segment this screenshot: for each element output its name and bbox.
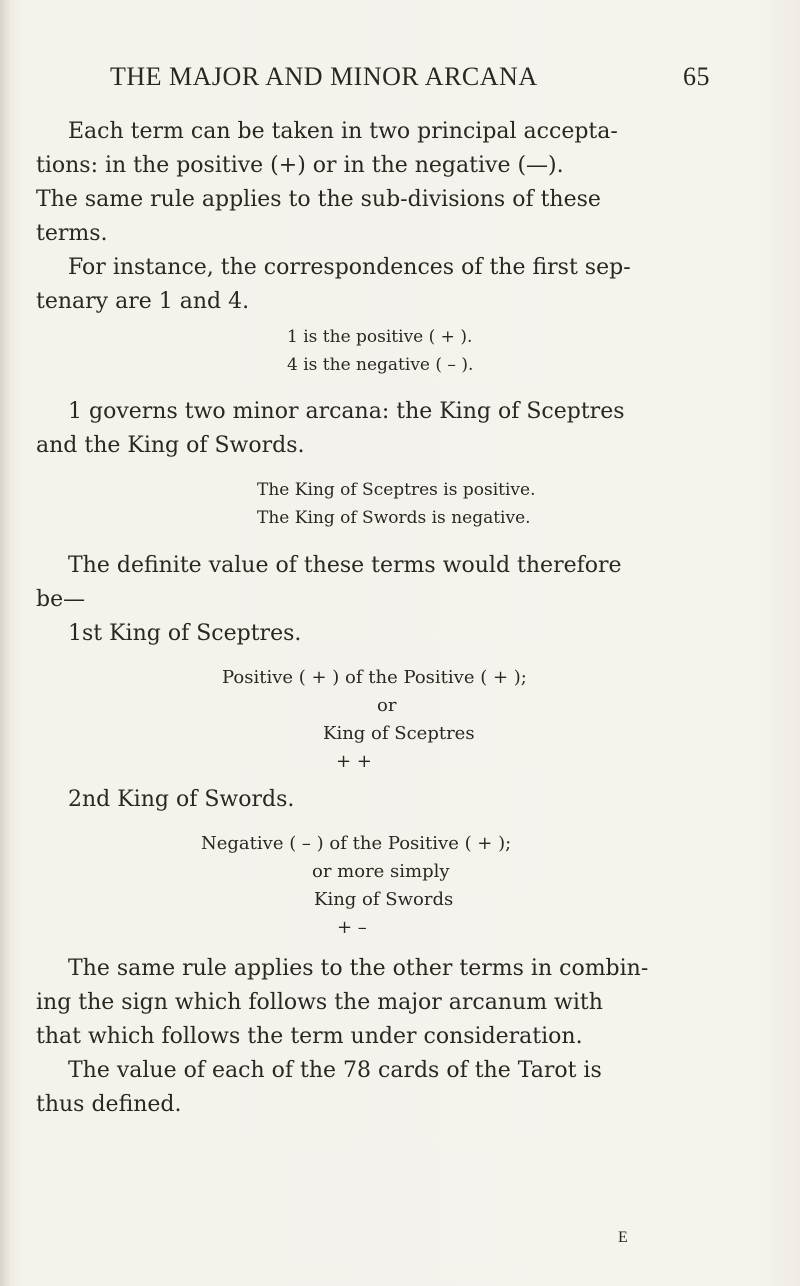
text-line: For instance, the correspondences of the first sep- (68, 255, 631, 280)
text-line: The definite value of these terms would therefore (68, 553, 622, 578)
text-line: be— (36, 587, 86, 612)
text-line: that which follows the term under consideration. (36, 1024, 583, 1049)
text-line: The King of Sceptres is positive. (257, 480, 536, 500)
text-line: Negative ( – ) of the Positive ( + ); (201, 833, 512, 854)
text-line: and the King of Swords. (36, 433, 305, 458)
running-title: THE MAJOR AND MINOR ARCANA (110, 62, 538, 91)
text-line: thus defined. (36, 1092, 182, 1117)
text-line: The King of Swords is negative. (257, 508, 531, 528)
running-header (110, 62, 710, 96)
text-line: The same rule applies to the other terms in combin- (68, 956, 649, 981)
text-line: or more simply (312, 861, 450, 882)
text-line: 4 is the negative ( – ). (287, 355, 474, 375)
text-line: Positive ( + ) of the Positive ( + ); (222, 667, 527, 688)
text-line: 1 governs two minor arcana: the King of Sceptres (68, 399, 625, 424)
page-number: 65 (683, 62, 710, 91)
text-line: The same rule applies to the sub-divisions of these (36, 187, 601, 212)
text-line: tenary are 1 and 4. (36, 289, 250, 314)
text-line: or (377, 695, 397, 716)
text-line: + – (337, 917, 367, 938)
text-line: Each term can be taken in two principal accepta- (68, 119, 618, 144)
signature-mark: E (618, 1229, 628, 1246)
text-line: 1st King of Sceptres. (68, 621, 302, 646)
text-line: terms. (36, 221, 108, 246)
text-line: + + (336, 751, 372, 772)
text-line: The value of each of the 78 cards of the Tarot is (68, 1058, 602, 1083)
text-line: ing the sign which follows the major arcanum with (36, 990, 603, 1015)
text-line: King of Swords (314, 889, 454, 910)
text-line: 1 is the positive ( + ). (287, 327, 473, 347)
text-line: King of Sceptres (323, 723, 475, 744)
text-line: tions: in the positive (+) or in the negative (—). (36, 153, 564, 178)
page-gutter (0, 0, 10, 1286)
text-line: 2nd King of Swords. (68, 787, 295, 812)
